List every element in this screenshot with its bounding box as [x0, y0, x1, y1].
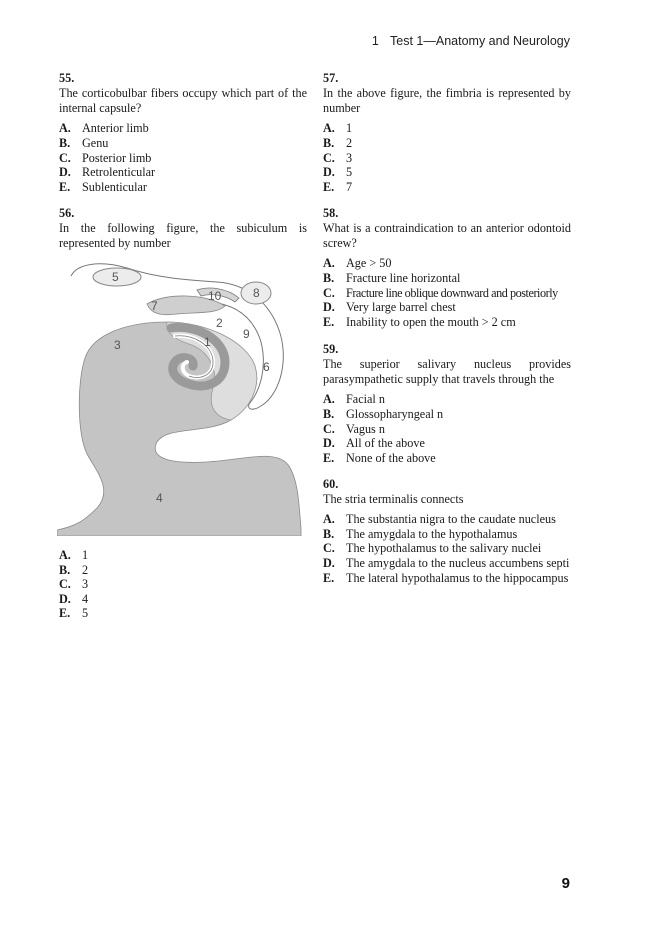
- question-number: 60.: [323, 477, 339, 491]
- question-number: 56.: [59, 206, 75, 220]
- option-text: Genu: [82, 136, 109, 150]
- option-text: 5: [346, 165, 353, 180]
- answer-option: [323, 271, 571, 286]
- option-text: 5: [82, 606, 89, 621]
- answer-option: [323, 527, 571, 542]
- answer-option: [323, 392, 571, 407]
- question-stem: What is a contraindication to an anterior odontoid screw?: [323, 221, 571, 251]
- option-letter: A.: [59, 548, 71, 562]
- option-text: 2: [82, 562, 89, 577]
- hippocampus-diagram: [57, 258, 302, 536]
- question-59: [323, 342, 571, 465]
- option-text: The substantia nigra to the caudate nucleus: [346, 512, 556, 527]
- answer-option: [323, 556, 571, 571]
- option-text: None of the above: [346, 450, 436, 465]
- label-8: 8: [253, 286, 260, 300]
- answer-options: [59, 121, 307, 194]
- option-letter: D.: [59, 165, 71, 180]
- answer-option: [59, 563, 307, 578]
- answer-option: [59, 165, 307, 180]
- option-text: 2: [346, 136, 353, 150]
- answer-options: [323, 121, 571, 194]
- label-1: 1: [204, 335, 211, 349]
- question-stem: In the above figure, the fimbria is represented by number: [323, 86, 571, 116]
- answer-option: [323, 165, 571, 180]
- page-number: 9: [561, 875, 570, 892]
- option-text: Sublenticular: [82, 179, 147, 194]
- answer-option: [59, 577, 307, 592]
- option-text: All of the above: [346, 436, 425, 451]
- option-text: Very large barrel chest: [346, 300, 456, 315]
- option-text: 1: [346, 121, 353, 136]
- option-text: Posterior limb: [82, 150, 152, 165]
- option-letter: A.: [59, 121, 71, 136]
- answer-options: [323, 392, 571, 465]
- label-10: 10: [208, 289, 222, 303]
- question-56: [59, 206, 307, 256]
- option-text: The amygdala to the hypothalamus: [346, 526, 518, 541]
- answer-option: [323, 541, 571, 556]
- option-text: The amygdala to the nucleus accumbens septi: [346, 555, 570, 570]
- option-letter: D.: [323, 165, 335, 180]
- answer-option: [323, 300, 571, 315]
- question-60: [323, 477, 571, 585]
- option-letter: D.: [59, 591, 71, 606]
- option-letter: E.: [323, 179, 335, 194]
- option-text: Inability to open the mouth > 2 cm: [346, 314, 516, 329]
- option-letter: B.: [59, 136, 71, 150]
- option-text: Fracture line oblique downward and posteriorly: [346, 285, 558, 300]
- option-letter: C.: [323, 150, 335, 165]
- option-text: 3: [82, 577, 89, 592]
- answer-option: [323, 121, 571, 136]
- answer-option: [323, 512, 571, 527]
- answer-option: [59, 592, 307, 607]
- option-text: Facial n: [346, 392, 385, 407]
- answer-option: [323, 286, 571, 301]
- label-2: 2: [216, 316, 223, 330]
- answer-option: [59, 121, 307, 136]
- option-letter: B.: [323, 407, 335, 421]
- question-number: 58.: [323, 206, 339, 220]
- answer-option: [323, 315, 571, 330]
- answer-option: [59, 180, 307, 195]
- option-letter: E.: [59, 606, 71, 621]
- option-letter: B.: [323, 136, 335, 150]
- answer-option: [323, 451, 571, 466]
- option-letter: A.: [323, 392, 335, 407]
- answer-option: [323, 136, 571, 151]
- question-stem: The stria terminalis connects: [323, 492, 464, 506]
- question-56-options: [59, 548, 307, 621]
- answer-option: [323, 407, 571, 422]
- question-57: [323, 71, 571, 194]
- question-stem: In the following figure, the subiculum is represented by number: [59, 221, 307, 251]
- question-number: 55.: [59, 71, 75, 85]
- option-letter: D.: [323, 436, 335, 451]
- option-text: Fracture line horizontal: [346, 271, 461, 285]
- question-stem: The corticobulbar fibers occupy which part of the internal capsule?: [59, 86, 307, 116]
- option-text: 3: [346, 150, 353, 165]
- option-letter: A.: [323, 121, 335, 136]
- option-text: Age > 50: [346, 256, 392, 271]
- answer-option: [323, 180, 571, 195]
- option-text: Retrolenticular: [82, 165, 156, 180]
- answer-option: [59, 548, 307, 563]
- chapter-title: Test 1—Anatomy and Neurology: [390, 34, 570, 48]
- option-text: 4: [82, 591, 89, 606]
- option-letter: B.: [323, 526, 335, 541]
- option-letter: A.: [323, 256, 335, 271]
- option-letter: A.: [323, 512, 335, 527]
- answer-option: [323, 571, 571, 586]
- answer-option: [323, 422, 571, 437]
- answer-option: [59, 151, 307, 166]
- option-letter: E.: [323, 570, 335, 585]
- chapter-number: 1: [371, 34, 379, 48]
- option-letter: B.: [323, 271, 335, 285]
- option-letter: C.: [323, 285, 335, 300]
- option-letter: C.: [59, 577, 71, 592]
- answer-option: [323, 256, 571, 271]
- option-text: Vagus n: [346, 421, 385, 436]
- option-letter: E.: [323, 450, 335, 465]
- option-letter: C.: [59, 150, 71, 165]
- label-7: 7: [151, 299, 158, 313]
- answer-option: [59, 606, 307, 621]
- question-number: 59.: [323, 342, 339, 356]
- answer-options: [323, 256, 571, 329]
- hippocampus-figure: [57, 258, 302, 536]
- question-number: 57.: [323, 71, 339, 85]
- option-text: The lateral hypothalamus to the hippocampus: [346, 570, 569, 585]
- answer-option: [323, 436, 571, 451]
- label-3: 3: [114, 338, 121, 352]
- label-6: 6: [263, 360, 270, 374]
- option-letter: D.: [323, 300, 335, 315]
- question-stem: The superior salivary nucleus provides parasympathetic supply that travels through the: [323, 357, 571, 387]
- option-text: Glossopharyngeal n: [346, 407, 444, 421]
- question-55: [59, 71, 307, 194]
- option-letter: E.: [323, 314, 335, 329]
- question-58: [323, 206, 571, 329]
- option-text: 7: [346, 179, 353, 194]
- label-9: 9: [243, 327, 250, 341]
- answer-option: [323, 151, 571, 166]
- answer-options: [323, 512, 571, 585]
- option-letter: B.: [59, 562, 71, 577]
- option-letter: C.: [323, 421, 335, 436]
- label-4: 4: [156, 491, 163, 505]
- option-letter: E.: [59, 179, 71, 194]
- option-text: The hypothalamus to the salivary nuclei: [346, 541, 542, 556]
- option-letter: D.: [323, 555, 335, 570]
- option-text: 1: [82, 548, 89, 562]
- answer-options: [59, 548, 307, 621]
- answer-option: [59, 136, 307, 151]
- running-header: [372, 34, 570, 48]
- option-text: Anterior limb: [82, 121, 149, 136]
- label-5: 5: [112, 270, 119, 284]
- option-letter: C.: [323, 541, 335, 556]
